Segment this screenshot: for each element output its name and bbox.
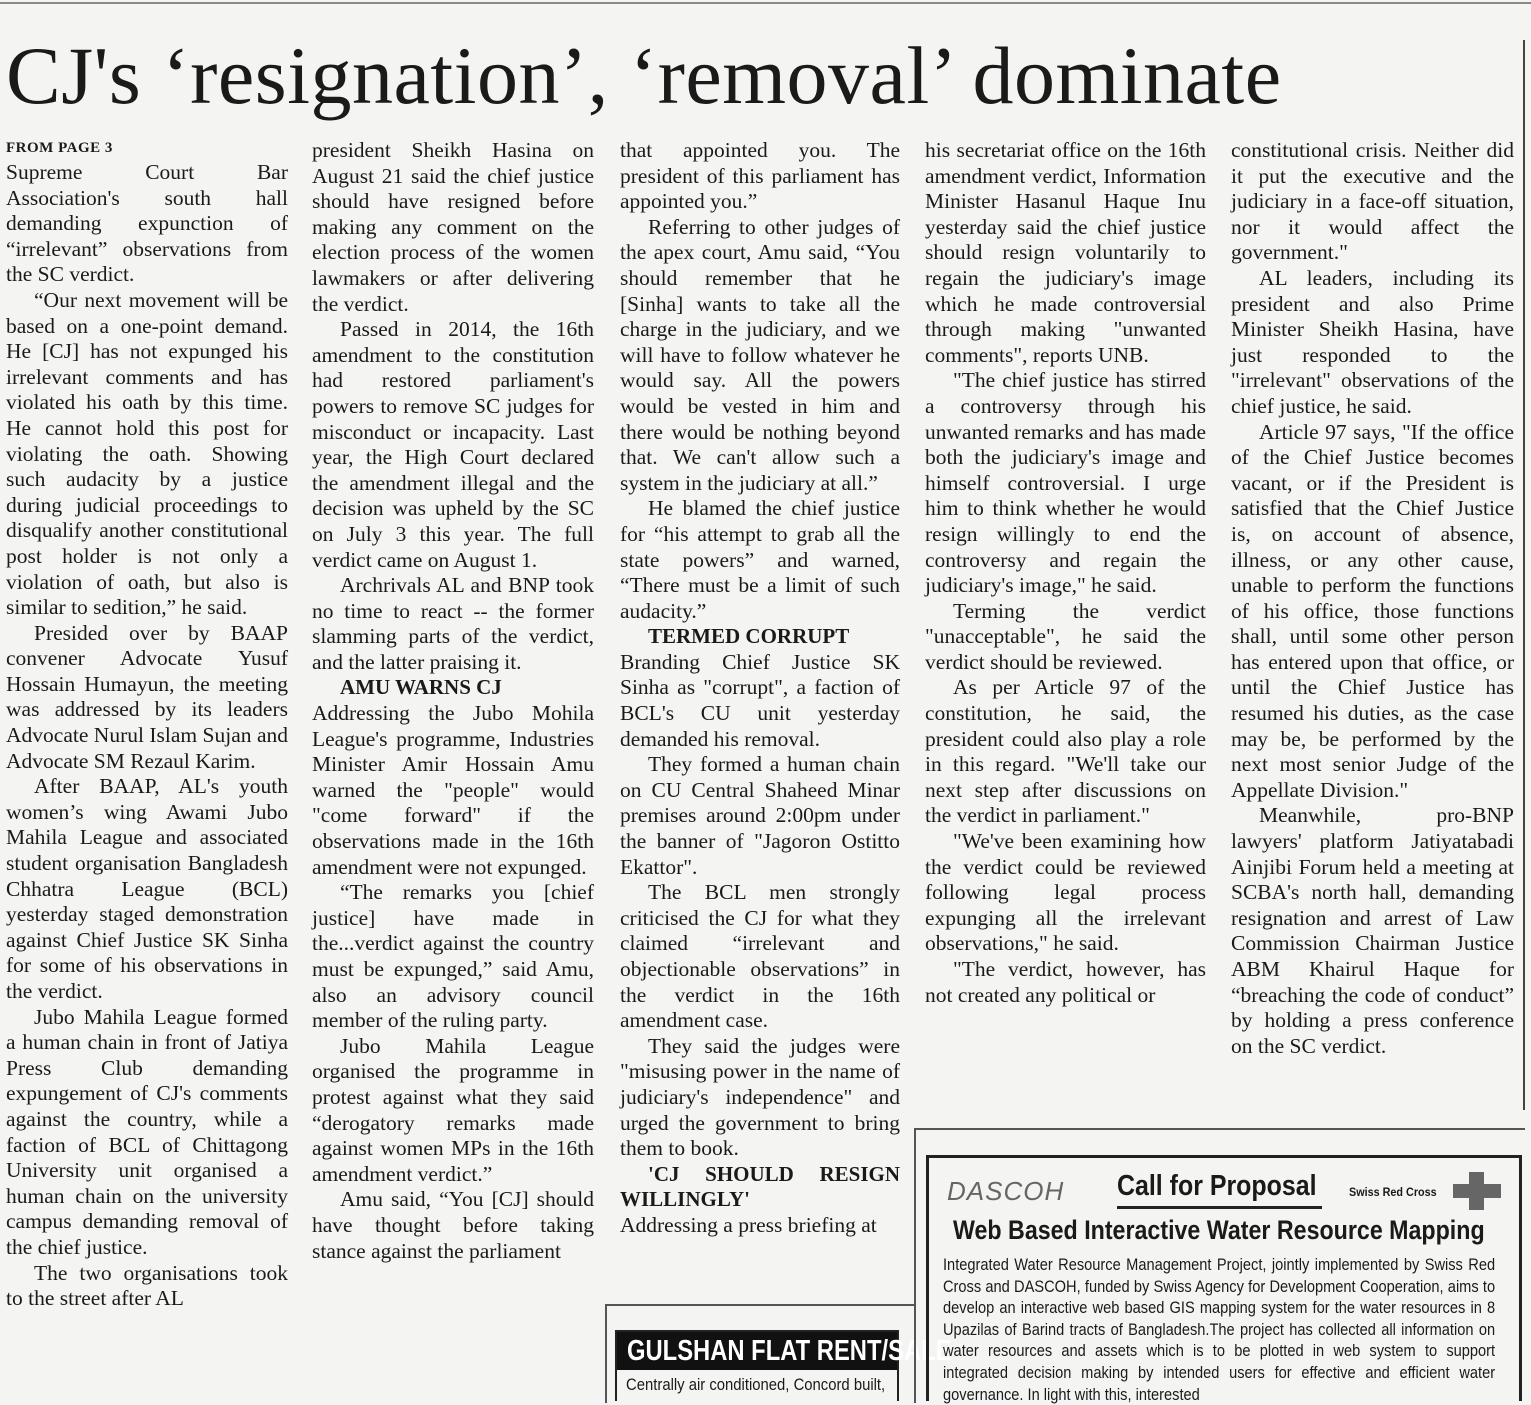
paragraph: "The verdict, however, has not created any political or xyxy=(925,957,1206,1007)
proposal-ad-body: Integrated Water Resource Management Project, jointly implemented by Swiss Red Cross and DASCOH, funded by Swiss Agency for Development Cooperation, aims to develop an interactive web based GIS mapping system for the water resources in 8 Upazilas of Barind tracts of Bangladesh.The project has collected all information on water resources and assets which is to be plotted in web system to support integrated decision making by intended users for effective and efficient water governance. In light with this, interested xyxy=(943,1255,1496,1404)
paragraph: “The remarks you [chief justice] have made in the...verdict against the country must be expunged,” said Amu, also an advisory council member of the ruling party. xyxy=(312,880,594,1033)
paragraph: As per Article 97 of the constitution, he said, the president could also play a role in this regard. "We'll take our next step after discussions on the verdict in parliament." xyxy=(925,675,1206,828)
paragraph: Terming the verdict "unacceptable", he said the verdict should be reviewed. xyxy=(925,598,1206,674)
paragraph: Supreme Court Bar Association's south hall demanding expunction of “irrelevant” observations from the SC verdict. xyxy=(6,160,288,287)
gulshan-ad xyxy=(615,1330,952,1401)
article-column-5 xyxy=(1231,138,1514,1059)
article-column-2 xyxy=(312,138,594,1264)
paragraph: Article 97 says, "If the office of the Chief Justice becomes vacant, or if the President is satisfied that the Chief Justice is, on account of absence, illness, or any other cause, unable to perform the functions of his office, those functions shall, until some other person has entered upon that office, or until the Chief Justice has resumed his duties, as the case may be, be performed by the next most senior Judge of the Appellate Division." xyxy=(1231,419,1514,802)
paragraph: He blamed the chief justice for “his attempt to grab all the state powers” and warned, “There must be a limit of such audacity.” xyxy=(620,496,900,623)
paragraph: president Sheikh Hasina on August 21 said the chief justice should have resigned before making any comment on the election process of the women lawmakers or after delivering the verdict. xyxy=(312,138,594,316)
paragraph: Jubo Mahila League organised the programme in protest against what they said “derogatory remarks made against women MPs in the 16th amendment verdict.” xyxy=(312,1033,594,1186)
paragraph: Passed in 2014, the 16th amendment to the constitution had restored parliament's powers to remove SC judges for misconduct or incapacity. Last year, the High Court declared the amendment illegal and the decision was upheld by the SC on July 3 this year. The full verdict came on August 1. xyxy=(312,317,594,572)
paragraph: Archrivals AL and BNP took no time to react -- the former slamming parts of the verdict, and the latter praising it. xyxy=(312,573,594,674)
paragraph: The two organisations took to the street after AL xyxy=(6,1260,288,1311)
paragraph: constitutional crisis. Neither did it put the executive and the judiciary in a face-off situation, nor it would affect the government." xyxy=(1231,138,1514,265)
red-cross-icon xyxy=(1453,1172,1501,1210)
top-rule xyxy=(0,2,1531,4)
paragraph: They said the judges were "misusing power in the name of judiciary's independence" and urged the government to bring them to book. xyxy=(620,1033,900,1161)
dascoh-logo: DASCOH xyxy=(947,1176,1065,1206)
column-rule xyxy=(1523,40,1525,1110)
paragraph: Amu said, “You [CJ] should have thought before taking stance against the parliament xyxy=(312,1187,594,1263)
paragraph: that appointed you. The president of this parliament has appointed you.” xyxy=(620,138,900,214)
gulshan-ad-heading: GULSHAN FLAT RENT/SALE xyxy=(627,1335,952,1367)
paragraph: Addressing a press briefing at xyxy=(620,1212,877,1237)
article-column-1 xyxy=(6,138,288,1312)
subheading: 'CJ SHOULD RESIGN WILLINGLY' xyxy=(620,1161,900,1212)
paragraph: AL leaders, including its president and also Prime Minister Sheikh Hasina, have just responded to the "irrelevant" observations of the chief justice, he said. xyxy=(1231,265,1514,418)
proposal-ad-call-underline xyxy=(1117,1206,1322,1209)
paragraph: Presided over by BAAP convener Advocate Yusuf Hossain Humayun, the meeting was addressed by its leaders Advocate Nurul Islam Sujan and Advocate SM Rezaul Karim. xyxy=(6,620,288,773)
paragraph: "We've been examining how the verdict could be reviewed following legal process expunging all the irrelevant observations," he said. xyxy=(925,829,1206,956)
paragraph: “Our next movement will be based on a one-point demand. He [CJ] has not expunged his irrelevant comments and has violated his oath by this time. He cannot hold this post for violating the oath. Showing such audacity by a justice during judicial proceedings to disqualify another constitutional post holder is not only a violation of oath, but also is similar to sedition,” he said. xyxy=(6,287,288,620)
paragraph: After BAAP, AL's youth women’s wing Awami Jubo Mahila League and associated student organisation Bangladesh Chhatra League (BCL) yesterday staged demonstration against Chief Justice SK Sinha for some of his observations in the verdict. xyxy=(6,774,288,1003)
gulshan-ad-heading-bar xyxy=(617,1332,952,1370)
paragraph: Jubo Mahila League formed a human chain in front of Jatiya Press Club demanding expungement of CJ's comments against the country, while a faction of BCL of Chittagong University unit organised a human chain on the university campus demanding removal of the chief justice. xyxy=(6,1004,288,1259)
paragraph: Referring to other judges of the apex court, Amu said, “You should remember that he [Sinha] wants to take all the charge in the judiciary, and we will have to follow whatever he would say. All the powers would be vested in him and there would be nothing beyond that. We can't allow such a system in the judiciary at all.” xyxy=(620,214,900,495)
proposal-ad-call: Call for Proposal xyxy=(1117,1170,1317,1202)
proposal-ad-title: Web Based Interactive Water Resource Mapping xyxy=(953,1215,1485,1245)
paragraph: "The chief justice has stirred a controversy through his unwanted remarks and has made both the judiciary's image and himself controversial. I urge him to think whether he would resign willingly to end the controversy and regain the judiciary's image," he said. xyxy=(925,368,1206,598)
paragraph: Meanwhile, pro-BNP lawyers' platform Jatiyatabadi Ainjibi Forum held a meeting at SCBA's north hall, demanding resignation and arrest of Law Commission Chairman Justice ABM Khairul Haque for “breaching the code of conduct” by holding a press conference on the SC verdict. xyxy=(1231,803,1514,1058)
paragraph: Branding Chief Justice SK Sinha as "corrupt", a faction of BCL's CU unit yesterday demanded his removal. xyxy=(620,649,900,751)
paragraph: They formed a human chain on CU Central Shaheed Minar premises around 2:00pm under the banner of "Jagoron Ostitto Ekattor". xyxy=(620,752,900,879)
from-page-kicker: FROM PAGE 3 xyxy=(6,140,113,156)
gulshan-ad-text: Centrally air conditioned, Concord built, xyxy=(626,1376,886,1394)
subheading: TERMED CORRUPT xyxy=(648,624,850,649)
article-column-4 xyxy=(925,138,1206,1008)
swiss-red-cross-label: Swiss Red Cross xyxy=(1349,1185,1437,1199)
paragraph: his secretariat office on the 16th amendment verdict, Information Minister Hasanul Haque Inu yesterday said the chief justice should resign voluntarily to regain the judiciary's image which he made controversial through making "unwanted comments", reports UNB. xyxy=(925,138,1206,367)
subheading: AMU WARNS CJ xyxy=(340,675,502,700)
proposal-ad xyxy=(926,1155,1522,1404)
headline: CJ's ‘resignation’, ‘removal’ dominate xyxy=(6,30,1282,121)
article-column-3 xyxy=(620,138,900,1239)
paragraph: The BCL men strongly criticised the CJ for what they claimed “irrelevant and objectionable observations” in the verdict in the 16th amendment case. xyxy=(620,880,900,1033)
paragraph: Addressing the Jubo Mohila League's programme, Industries Minister Amir Hossain Amu warned the "people" would "come forward" if the observations made in the 16th amendment were not expunged. xyxy=(312,701,594,879)
